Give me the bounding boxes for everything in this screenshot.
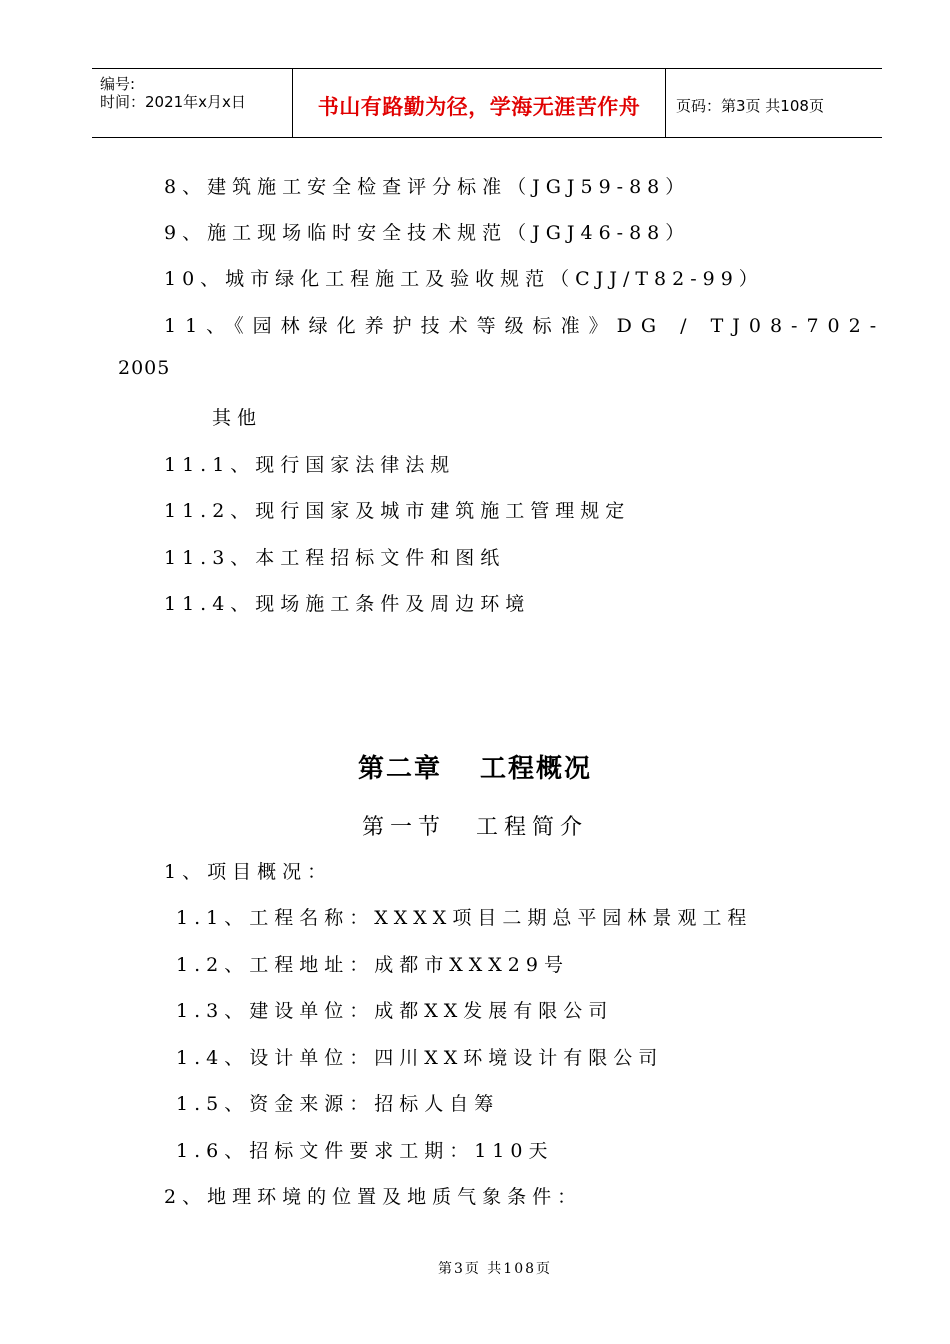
geography-heading: 2、地理环境的位置及地质气象条件： [164,1186,583,1208]
overview-item: 1.3、建设单位：成都XX发展有限公司 [176,1000,614,1022]
section-title: 工程简介 [476,815,589,840]
standard-item: 11、《园林绿化养护技术等级标准》DG / TJ08-702- [164,315,886,337]
standard-item: 9、施工现场临时安全技术规范（JGJ46-88） [164,222,691,244]
time-label: 时间：2021年x月x日 [100,93,246,111]
others-item: 11.2、现行国家及城市建筑施工管理规定 [164,500,631,522]
standard-item-continued: 2005 [118,357,171,379]
overview-item: 1.4、设计单位：四川XX环境设计有限公司 [176,1047,664,1069]
overview-heading: 1、项目概况： [164,861,333,883]
others-item: 11.1、现行国家法律法规 [164,454,456,476]
others-heading: 其他 [212,407,263,429]
header-page-info: 页码：第3页 共108页 [676,97,824,115]
overview-item: 1.2、工程地址：成都市XXX29号 [176,954,569,976]
overview-item: 1.6、招标文件要求工期：110天 [176,1140,554,1162]
overview-item: 1.5、资金来源：招标人自筹 [176,1093,500,1115]
chapter-title: 工程概况 [480,754,593,784]
others-item: 11.4、现场施工条件及周边环境 [164,593,531,615]
section-number: 第一节 [361,815,446,840]
header-motto-cell [293,69,666,137]
page-footer: 第3页 共108页 [437,1261,553,1277]
others-item: 11.3、本工程招标文件和图纸 [164,547,506,569]
standard-item: 8、建筑施工安全检查评分标准（JGJ59-88） [164,176,691,198]
page-header [92,68,882,138]
chapter-number: 第二章 [357,754,442,784]
header-page-cell [666,69,882,137]
header-motto: 书山有路勤为径，学海无涯苦作舟 [317,95,641,119]
header-meta-cell [92,69,293,137]
code-label: 编号: [100,75,136,93]
chapter-heading [0,748,950,785]
overview-item: 1.1、工程名称：XXXX项目二期总平园林景观工程 [176,907,753,929]
section-heading [0,810,950,841]
standard-item: 10、城市绿化工程施工及验收规范（CJJ/T82-99） [164,268,764,290]
